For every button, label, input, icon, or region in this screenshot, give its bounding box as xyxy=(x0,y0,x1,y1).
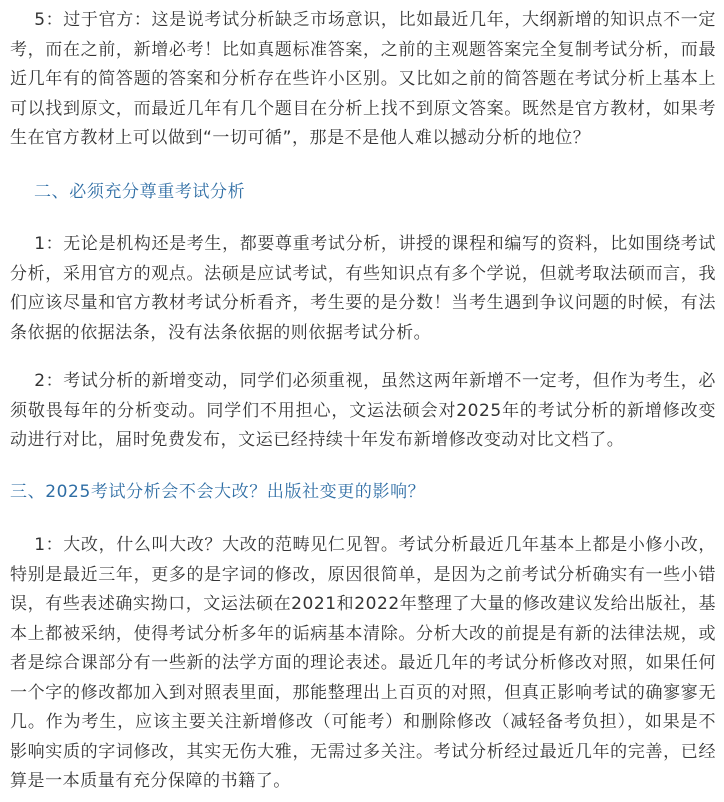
section-heading-2: 二、必须充分尊重考试分析 xyxy=(10,182,246,202)
paragraph-point-5: 5：过于官方：这是说考试分析缺乏市场意识，比如最近几年，大纲新增的知识点不一定考，而在之前，新增必考！比如真题标准答案，之前的主观题答案完全复制考试分析，而最近几年有的简答题的答案和分析存在些许小区别。又比如之前的简答题在考试分析上基本上可以找到原文，而最近几年有几个题目在分析上找不到原文答案。既然是官方教材，如果考生在官方教材上可以做到“一切可循”，那是不是他人难以撼动分析的地位？ xyxy=(10,10,716,148)
section-heading-3: 三、2025考试分析会不会大改？出版社变更的影响？ xyxy=(10,482,426,502)
paragraph-3-1: 1：大改，什么叫大改？大改的范畴见仁见智。考试分析最近几年基本上都是小修小改，特别是最近三年，更多的是字词的修改，原因很简单，是因为之前考试分析确实有一些小错误，有些表述确实拗口，文运法硕在2021和2022年整理了大量的修改建议发给出版社，基本上都被采纳，使得考试分析多年的诟病基本清除。分析大改的前提是有新的法律法规，或者是综合课部分有一些新的法学方面的理论表述。最近几年的考试分析修改对照，如果任何一个字的修改都加入到对照表里面，那能整理出上百页的对照，但真正影响考试的确寥寥无几。作为考生，应该主要关注新增修改（可能考）和删除修改（减轻备考负担），如果是不影响实质的字词修改，其实无伤大雅，无需过多关注。考试分析经过最近几年的完善，已经算是一本质量有充分保障的书籍了。 xyxy=(10,535,716,791)
paragraph-2-2: 2：考试分析的新增变动，同学们必须重视，虽然这两年新增不一定考，但作为考生，必须敬畏每年的分析变动。同学们不用担心，文运法硕会对2025年的考试分析的新增修改变动进行对比，届时免费发布，文运已经持续十年发布新增修改变动对比文档了。 xyxy=(10,371,716,450)
paragraph-2-1: 1：无论是机构还是考生，都要尊重考试分析，讲授的课程和编写的资料，比如围绕考试分析，采用官方的观点。法硕是应试考试，有些知识点有多个学说，但就考取法硕而言，我们应该尽量和官方教材考试分析看齐，考生要的是分数！当考生遇到争议问题的时候，有法条依据的依据法条，没有法条依据的则依据考试分析。 xyxy=(10,234,716,343)
